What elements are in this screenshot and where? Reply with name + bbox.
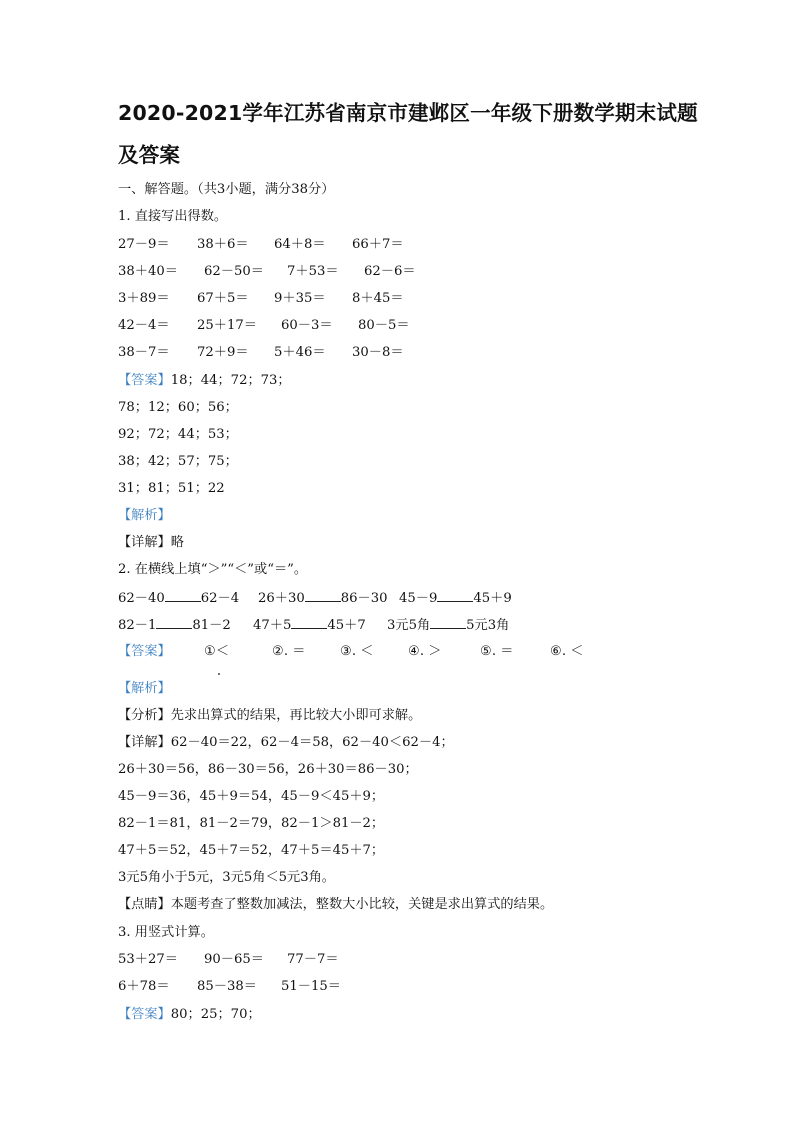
section-heading: 一、解答题。（共3小题，满分38分） [118,182,335,197]
answer-text: 18；44；72；73； [170,373,291,388]
fill-blank [156,616,192,629]
dianjing-text: 【点睛】本题考查了整数加减法，整数大小比较，关键是求出算式的结果。 [118,897,554,912]
left-expression: 82－1 [118,618,157,633]
analysis-tag: 【解析】 [118,508,171,523]
detail-text: 45－9＝36，45＋9＝54，45－9＜45＋9； [118,789,385,804]
answer-tag: 【答案】 [118,373,171,388]
q1-expression: 72＋9＝ [197,345,249,360]
stray-dot [218,673,220,675]
comparison-item [118,589,239,608]
answer-text: 78；12；60；56； [118,400,238,415]
left-expression: 45－9 [399,591,438,606]
q3-expression: 6＋78＝ [118,979,170,994]
answer-text: 80；25；70； [170,1007,261,1022]
fill-blank [437,589,473,602]
q1-expression: 64＋8＝ [274,237,326,252]
q1-expression: 30－8＝ [352,345,404,360]
answer-item: ⑥. ＜ [550,644,584,659]
q1-expression: 80－5＝ [358,318,410,333]
question-2-title: 2. 在横线上填“＞”“＜”或“＝”。 [118,562,308,577]
left-expression: 47＋5 [253,618,292,633]
right-expression: 81－2 [192,618,231,633]
question-1-title: 1. 直接写出得数。 [118,209,228,224]
q3-expression: 85－38＝ [197,979,257,994]
answer-item: ④. ＞ [408,644,442,659]
q3-expression: 53＋27＝ [118,952,178,967]
document-title: 2020-2021学年江苏省南京市建邺区一年级下册数学期末试题及答案 [118,101,698,167]
answer-tag: 【答案】 [118,644,171,659]
right-expression: 5元3角 [466,618,510,633]
fill-blank [305,589,341,602]
q1-expression: 60－3＝ [281,318,333,333]
left-expression: 26＋30 [258,591,305,606]
fill-blank [291,616,327,629]
answer-tag: 【答案】 [118,1007,171,1022]
comparison-item [258,589,388,608]
analysis-text: 【分析】先求出算式的结果，再比较大小即可求解。 [118,708,422,723]
answer-item: ②. ＝ [272,644,306,659]
q1-expression: 9＋35＝ [274,291,326,306]
q3-expression: 51－15＝ [281,979,341,994]
answer-item: ⑤. ＝ [480,644,514,659]
left-expression: 62－40 [118,591,165,606]
q1-expression: 62－6＝ [364,264,416,279]
comparison-item [253,616,366,635]
answer-item: ③. ＜ [340,644,374,659]
q1-expression: 38＋40＝ [118,264,178,279]
detail-text: 【详解】62－40＝22，62－4＝58，62－40＜62－4； [118,735,454,750]
q3-expression: 90－65＝ [204,952,264,967]
q1-answer-line [118,372,291,390]
q1-expression: 5＋46＝ [274,345,326,360]
q1-expression: 67＋5＝ [197,291,249,306]
comparison-item [118,616,231,635]
right-expression: 45＋9 [473,591,512,606]
detail-text: 【详解】略 [118,535,184,550]
q1-expression: 3＋89＝ [118,291,170,306]
q1-expression: 42－4＝ [118,318,170,333]
left-expression: 3元5角 [387,618,431,633]
question-3-title: 3. 用竖式计算。 [118,925,214,940]
q1-expression: 8＋45＝ [352,291,404,306]
q1-expression: 38＋6＝ [197,237,249,252]
q1-expression: 62－50＝ [204,264,264,279]
q1-expression: 66＋7＝ [352,237,404,252]
detail-text: 3元5角小于5元，3元5角＜5元3角。 [118,870,335,885]
detail-text: 82－1＝81，81－2＝79，82－1＞81－2； [118,816,385,831]
q1-expression: 25＋17＝ [197,318,257,333]
q1-expression: 27－9＝ [118,237,170,252]
q3-answer-line [118,1006,261,1024]
right-expression: 45＋7 [327,618,366,633]
detail-text: 47＋5＝52，45＋7＝52，47＋5＝45＋7； [118,843,385,858]
answer-text: 38；42；57；75； [118,454,238,469]
analysis-tag: 【解析】 [118,681,171,696]
answer-item: ①＜ [204,644,230,659]
q3-expression: 77－7＝ [287,952,339,967]
answer-text: 92；72；44；53； [118,427,238,442]
answer-text: 31；81；51；22 [118,481,225,496]
comparison-item [399,589,512,608]
detail-text: 26＋30＝56，86－30＝56，26＋30＝86－30； [118,762,418,777]
right-expression: 62－4 [200,591,240,606]
comparison-item [387,616,509,635]
q1-expression: 38－7＝ [118,345,170,360]
fill-blank [430,616,466,629]
right-expression: 86－30 [340,591,388,606]
fill-blank [165,589,201,602]
q1-expression: 7＋53＝ [287,264,339,279]
